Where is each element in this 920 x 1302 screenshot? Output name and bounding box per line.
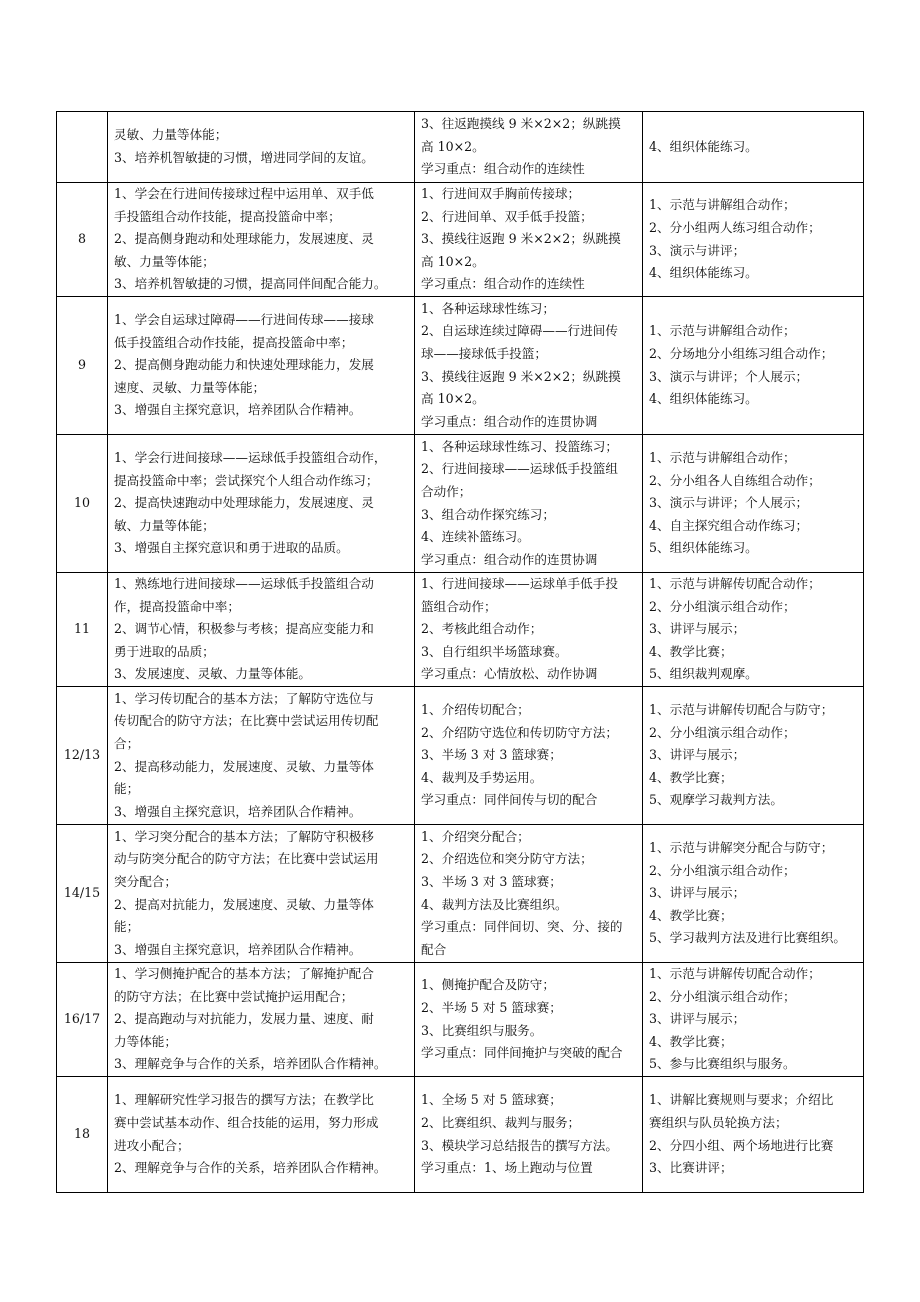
goal-line: 3、培养机智敏捷的习惯，增进同学间的友谊。 <box>114 150 374 165</box>
goal-line: 2、提高对抗能力，发展速度、灵敏、力量等体 <box>114 896 374 912</box>
content-cell <box>415 825 643 963</box>
content-line: 学习重点：组合动作的连续性 <box>421 161 585 177</box>
content-line: 2、行进间单、双手低手投篮； <box>421 208 593 224</box>
goal-cell <box>108 435 415 573</box>
method-line: 5、参与比赛组织与服务。 <box>649 1056 796 1072</box>
method-line: 1、示范与讲解传切配合与防守； <box>649 702 834 718</box>
goal-line: 灵敏、力量等体能； <box>114 127 228 143</box>
goal-line: 3、发展速度、灵敏、力量等体能。 <box>114 666 311 682</box>
week-cell: 18 <box>57 1077 108 1193</box>
goal-line: 1、熟练地行进间接球——运球低手投篮组合动 <box>114 576 374 592</box>
method-line: 赛组织与队员轮换方法； <box>649 1114 788 1130</box>
week-cell: 9 <box>57 297 108 435</box>
content-line: 学习重点：组合动作的连贯协调 <box>421 551 598 567</box>
content-line: 1、行进间接球——运球单手低手投 <box>421 576 618 592</box>
method-line: 1、示范与讲解突分配合与防守； <box>649 840 834 856</box>
goal-line: 速度、灵敏、力量等体能； <box>114 379 266 395</box>
goal-line: 3、理解竞争与合作的关系，培养团队合作精神。 <box>114 1056 387 1072</box>
content-line: 学习重点：同伴间掩护与突破的配合 <box>421 1045 623 1061</box>
content-line: 高 10×2。 <box>421 253 485 269</box>
goal-line: 3、增强自主探究意识，培养团队合作精神。 <box>114 803 362 819</box>
method-line: 2、分小组各人自练组合动作； <box>649 472 821 488</box>
table-row <box>57 435 864 573</box>
goal-cell <box>108 687 415 825</box>
goal-cell <box>108 297 415 435</box>
method-line: 4、教学比赛； <box>649 769 733 785</box>
goal-line: 合； <box>114 735 140 751</box>
content-line: 学习重点：组合动作的连贯协调 <box>421 413 598 429</box>
table-row <box>57 963 864 1077</box>
week-cell: 16/17 <box>57 963 108 1077</box>
goal-line: 2、提高快速跑动中处理球能力，发展速度、灵 <box>114 495 374 511</box>
method-line: 2、分小组演示组合动作； <box>649 598 796 614</box>
content-line: 篮组合动作； <box>421 598 497 614</box>
content-line: 1、介绍传切配合； <box>421 702 530 718</box>
goal-line: 2、提高跑动与对抗能力，发展力量、速度、耐 <box>114 1011 374 1027</box>
method-cell <box>643 435 864 573</box>
method-line: 3、演示与讲评；个人展示； <box>649 368 809 384</box>
method-line: 3、讲评与展示； <box>649 1011 746 1027</box>
goal-line: 3、增强自主探究意识，培养团队合作精神。 <box>114 941 362 957</box>
content-line: 高 10×2。 <box>421 391 485 407</box>
content-cell <box>415 183 643 297</box>
table-row <box>57 112 864 183</box>
goal-line: 突分配合； <box>114 873 177 889</box>
method-line: 2、分小组演示组合动作； <box>649 862 796 878</box>
goal-line: 作，提高投篮命中率； <box>114 598 240 614</box>
method-line: 1、示范与讲解传切配合动作； <box>649 966 821 982</box>
goal-line: 2、提高移动能力，发展速度、灵敏、力量等体 <box>114 758 374 774</box>
goal-line: 3、培养机智敏捷的习惯，提高同伴间配合能力。 <box>114 276 387 292</box>
content-line: 球——接球低手投篮； <box>421 345 547 361</box>
method-line: 3、讲评与展示； <box>649 747 746 763</box>
goal-line: 1、学会行进间接球——运球低手投篮组合动作， <box>114 450 387 466</box>
method-line: 3、讲评与展示； <box>649 885 746 901</box>
content-line: 4、裁判方法及比赛组织。 <box>421 896 568 912</box>
goal-cell <box>108 112 415 183</box>
method-cell <box>643 573 864 687</box>
goal-line: 2、调节心情，积极参与考核；提高应变能力和 <box>114 621 374 637</box>
goal-line: 提高投篮命中率；尝试探究个人组合动作练习； <box>114 472 379 488</box>
content-cell <box>415 687 643 825</box>
method-line: 5、观摩学习裁判方法。 <box>649 792 783 808</box>
method-cell <box>643 825 864 963</box>
method-line: 5、组织体能练习。 <box>649 540 758 556</box>
table-row <box>57 573 864 687</box>
goal-line: 2、理解竞争与合作的关系，培养团队合作精神。 <box>114 1160 387 1176</box>
goal-line: 力等体能； <box>114 1033 177 1049</box>
content-line: 3、组合动作探究练习； <box>421 506 555 522</box>
method-cell <box>643 183 864 297</box>
content-line: 学习重点：组合动作的连续性 <box>421 276 585 292</box>
goal-line: 1、学会自运球过障碍——行进间传球——接球 <box>114 312 374 328</box>
content-line: 2、比赛组织、裁判与服务； <box>421 1114 581 1130</box>
goal-line: 2、提高侧身跑动能力和快速处理球能力，发展 <box>114 357 374 373</box>
content-line: 3、模块学习总结报告的撰写方法。 <box>421 1137 618 1153</box>
content-line: 3、自行组织半场篮球赛。 <box>421 643 568 659</box>
method-line: 4、组织体能练习。 <box>649 391 758 407</box>
content-cell <box>415 573 643 687</box>
content-cell <box>415 963 643 1077</box>
method-line: 5、组织裁判观摩。 <box>649 666 758 682</box>
goal-cell <box>108 183 415 297</box>
week-cell <box>57 112 108 183</box>
goal-line: 赛中尝试基本动作、组合技能的运用，努力形成 <box>114 1114 379 1130</box>
goal-line: 能； <box>114 919 140 935</box>
goal-line: 勇于进取的品质； <box>114 643 215 659</box>
method-cell <box>643 1077 864 1193</box>
content-line: 1、各种运球球性练习； <box>421 300 555 316</box>
content-line: 1、介绍突分配合； <box>421 828 530 844</box>
content-line: 合动作； <box>421 483 472 499</box>
week-cell: 12/13 <box>57 687 108 825</box>
table-row <box>57 1077 864 1193</box>
goal-line: 1、学习侧掩护配合的基本方法；了解掩护配合 <box>114 966 374 982</box>
method-cell <box>643 963 864 1077</box>
content-line: 1、各种运球球性练习、投篮练习； <box>421 438 618 454</box>
goal-line: 能； <box>114 781 140 797</box>
content-line: 3、摸线往返跑 9 米×2×2；纵跳摸 <box>421 231 621 247</box>
method-line: 2、分小组演示组合动作； <box>649 988 796 1004</box>
method-cell <box>643 112 864 183</box>
week-cell: 10 <box>57 435 108 573</box>
content-line: 3、比赛组织与服务。 <box>421 1022 543 1038</box>
goal-line: 3、增强自主探究意识和勇于进取的品质。 <box>114 540 349 556</box>
content-line: 学习重点：1、场上跑动与位置 <box>421 1160 593 1176</box>
method-line: 1、示范与讲解组合动作； <box>649 323 796 339</box>
method-line: 2、分四小组、两个场地进行比赛 <box>649 1137 834 1153</box>
method-line: 3、讲评与展示； <box>649 621 746 637</box>
content-line: 4、裁判及手势运用。 <box>421 769 543 785</box>
week-cell: 14/15 <box>57 825 108 963</box>
content-cell <box>415 297 643 435</box>
content-cell <box>415 435 643 573</box>
lesson-plan-table <box>56 111 864 1193</box>
method-line: 4、教学比赛； <box>649 1033 733 1049</box>
content-line: 学习重点：心情放松、动作协调 <box>421 666 598 682</box>
goal-line: 低手投篮组合动作技能，提高投篮命中率； <box>114 334 354 350</box>
table-row <box>57 825 864 963</box>
method-line: 1、示范与讲解传切配合动作； <box>649 576 821 592</box>
method-line: 4、自主探究组合动作练习； <box>649 517 809 533</box>
content-line: 2、考核此组合动作； <box>421 621 543 637</box>
content-line: 2、介绍防守选位和传切防守方法； <box>421 724 618 740</box>
goal-cell <box>108 573 415 687</box>
method-line: 1、示范与讲解组合动作； <box>649 197 796 213</box>
content-line: 2、自运球连续过障碍——行进间传 <box>421 323 618 339</box>
content-line: 3、往返跑摸线 9 米×2×2；纵跳摸 <box>421 116 621 132</box>
method-line: 4、教学比赛； <box>649 907 733 923</box>
goal-line: 动与防突分配合的防守方法；在比赛中尝试运用 <box>114 851 379 867</box>
goal-line: 手投篮组合动作技能，提高投篮命中率； <box>114 208 341 224</box>
method-cell <box>643 687 864 825</box>
content-line: 2、半场 5 对 5 篮球赛； <box>421 999 562 1015</box>
goal-line: 敏、力量等体能； <box>114 253 215 269</box>
content-line: 学习重点：同伴间切、突、分、接的 <box>421 919 623 935</box>
method-line: 4、教学比赛； <box>649 643 733 659</box>
method-line: 1、讲解比赛规则与要求；介绍比 <box>649 1092 834 1108</box>
method-line: 3、演示与讲评； <box>649 242 746 258</box>
content-line: 2、介绍选位和突分防守方法； <box>421 851 593 867</box>
method-line: 3、比赛讲评； <box>649 1160 733 1176</box>
content-line: 1、侧掩护配合及防守； <box>421 977 555 993</box>
goal-line: 3、增强自主探究意识，培养团队合作精神。 <box>114 402 362 418</box>
method-line: 2、分场地分小组练习组合动作； <box>649 345 834 361</box>
table-row <box>57 183 864 297</box>
table-row <box>57 297 864 435</box>
content-line: 配合 <box>421 941 447 957</box>
goal-cell <box>108 963 415 1077</box>
goal-line: 1、学会在行进间传接球过程中运用单、双手低 <box>114 186 374 202</box>
content-line: 3、摸线往返跑 9 米×2×2；纵跳摸 <box>421 368 621 384</box>
goal-line: 1、学习传切配合的基本方法；了解防守选位与 <box>114 690 374 706</box>
goal-line: 的防守方法；在比赛中尝试掩护运用配合； <box>114 988 354 1004</box>
goal-line: 敏、力量等体能； <box>114 517 215 533</box>
method-cell <box>643 297 864 435</box>
method-line: 2、分小组演示组合动作； <box>649 724 796 740</box>
content-cell <box>415 112 643 183</box>
content-line: 2、行进间接球——运球低手投篮组 <box>421 461 618 477</box>
method-line: 2、分小组两人练习组合动作； <box>649 219 821 235</box>
table-row <box>57 687 864 825</box>
week-cell: 11 <box>57 573 108 687</box>
goal-line: 传切配合的防守方法；在比赛中尝试运用传切配 <box>114 713 379 729</box>
method-line: 1、示范与讲解组合动作； <box>649 450 796 466</box>
goal-line: 1、理解研究性学习报告的撰写方法；在教学比 <box>114 1092 374 1108</box>
method-line: 4、组织体能练习。 <box>649 265 758 281</box>
content-line: 1、行进间双手胸前传接球； <box>421 186 581 202</box>
method-line: 3、演示与讲评；个人展示； <box>649 495 809 511</box>
content-line: 4、连续补篮练习。 <box>421 529 530 545</box>
goal-cell <box>108 1077 415 1193</box>
content-line: 3、半场 3 对 3 篮球赛； <box>421 747 562 763</box>
content-cell <box>415 1077 643 1193</box>
content-line: 3、半场 3 对 3 篮球赛； <box>421 873 562 889</box>
week-cell: 8 <box>57 183 108 297</box>
content-line: 高 10×2。 <box>421 138 485 154</box>
goal-cell <box>108 825 415 963</box>
method-line: 4、组织体能练习。 <box>649 138 758 154</box>
method-line: 5、学习裁判方法及进行比赛组织。 <box>649 930 846 946</box>
content-line: 学习重点：同伴间传与切的配合 <box>421 792 598 808</box>
goal-line: 2、提高侧身跑动和处理球能力，发展速度、灵 <box>114 231 374 247</box>
content-line: 1、全场 5 对 5 篮球赛； <box>421 1092 562 1108</box>
goal-line: 进攻小配合； <box>114 1137 190 1153</box>
goal-line: 1、学习突分配合的基本方法；了解防守积极移 <box>114 828 374 844</box>
